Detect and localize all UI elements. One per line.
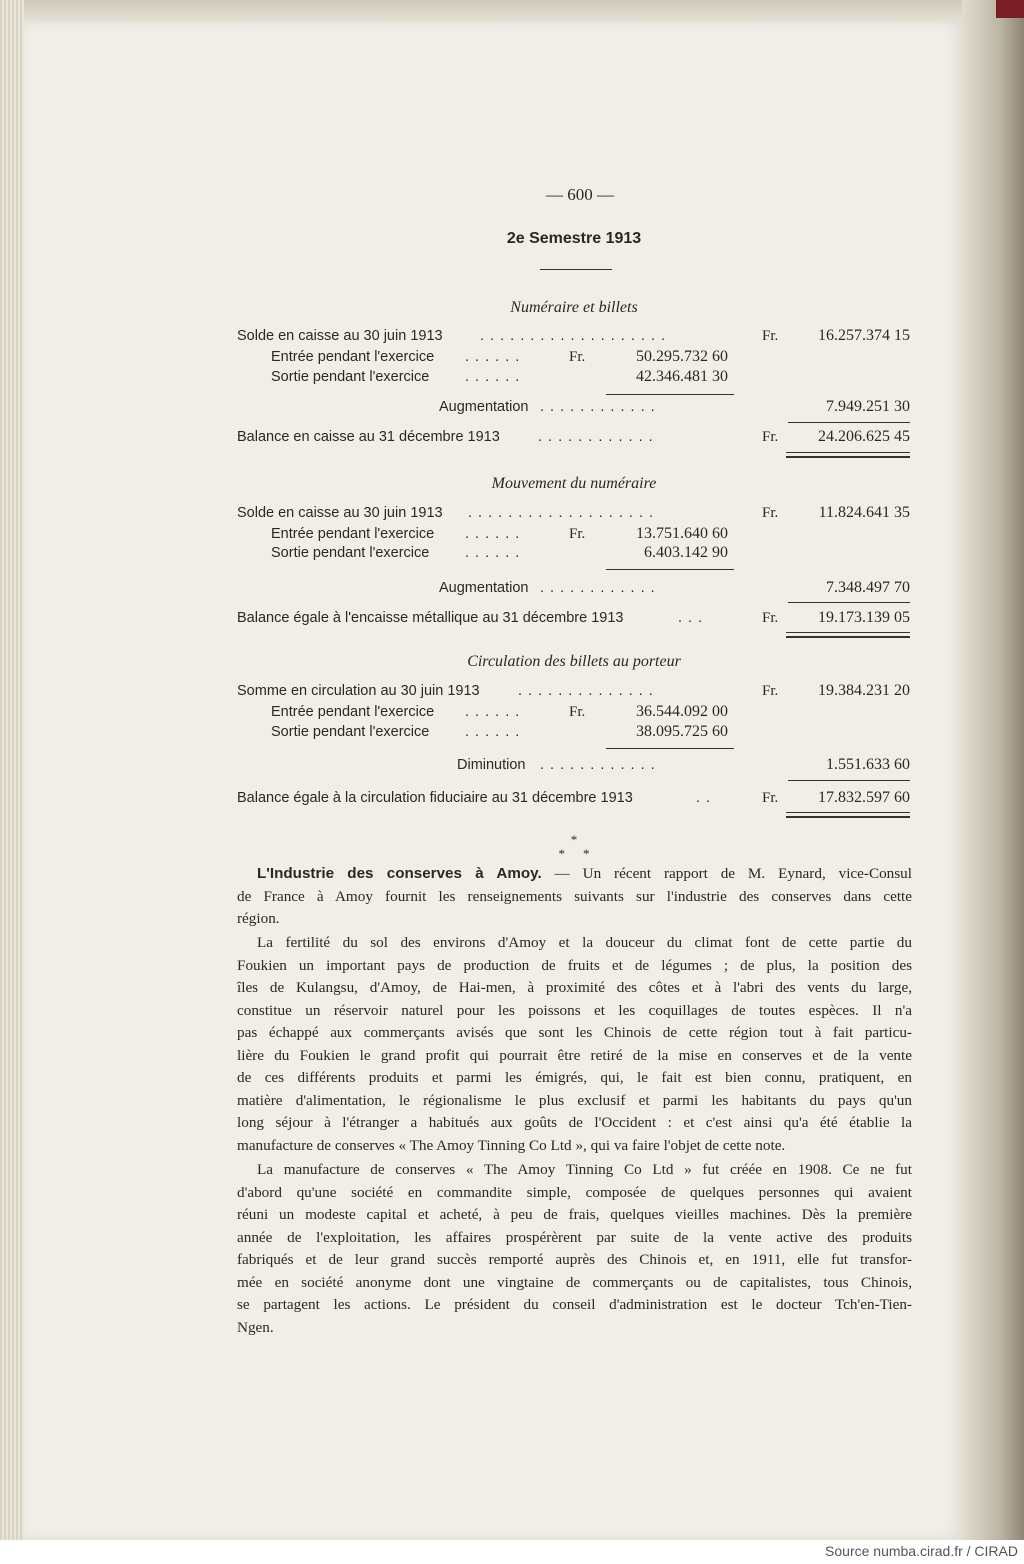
- title-underline: [540, 269, 612, 270]
- text-line: matière d'alimentation, le régionalisme le plus exclusif et parmi les habitants du pays qu'un: [237, 1091, 912, 1109]
- article-title: L'Industrie des conserves à Amoy.: [257, 865, 542, 882]
- text-line: fabriqués et de leur grand succès remporté auprès des Chinois et, en 1911, elle fut transfor-: [237, 1251, 912, 1268]
- text-line: Foukien un important pays de production de fruits et de légumes ; de plus, la position des: [237, 956, 912, 974]
- text-line: constitue un réservoir naturel pour les poissons et les coquillages de toutes espèces. Il n'a: [237, 1001, 912, 1019]
- semester-title: 2e Semestre 1913: [506, 230, 642, 247]
- leader-dots: . . . . . . . . . . . . . . . . . . .: [480, 328, 667, 344]
- opening-currency: Fr.: [762, 505, 779, 521]
- balance-value: 17.832.597 60: [818, 789, 910, 806]
- entry-currency: Fr.: [569, 704, 586, 720]
- text-line: pas échappé aux commerçants avisés que sont les Chinois de cette région tout à fait particu-: [237, 1024, 912, 1041]
- change-label: Diminution: [457, 757, 526, 773]
- text-line: L'Industrie des conserves à Amoy. — Un récent rapport de M. Eynard, vice-Consul: [257, 865, 913, 882]
- section-title-circulation: Circulation des billets au porteur: [467, 653, 681, 670]
- text-line: La manufacture de conserves « The Amoy Tinning Co Ltd » fut créée en 1908. Ce ne fut: [257, 1161, 912, 1178]
- entry-value: 13.751.640 60: [636, 525, 728, 542]
- total-rule: [788, 422, 910, 423]
- balance-double-rule: [786, 632, 910, 638]
- balance-label: Balance égale à l'encaisse métallique au 31 décembre 1913: [237, 610, 624, 626]
- opening-value: 19.384.231 20: [818, 682, 910, 699]
- opening-label: Solde en caisse au 30 juin 1913: [237, 505, 443, 521]
- opening-label: Somme en circulation au 30 juin 1913: [237, 683, 480, 699]
- opening-currency: Fr.: [762, 328, 779, 344]
- balance-currency: Fr.: [762, 429, 779, 445]
- entry-value: 36.544.092 00: [636, 703, 728, 720]
- entry-label: Entrée pendant l'exercice: [271, 526, 435, 542]
- opening-label: Solde en caisse au 30 juin 1913: [237, 328, 443, 344]
- leader-dots: . . . . . . . . . . . .: [540, 580, 656, 596]
- leader-dots: . . . . . . . . . . . .: [538, 429, 654, 445]
- article-paragraph-2: [237, 932, 912, 1157]
- opening-value: 16.257.374 15: [818, 327, 910, 344]
- text-line: manufacture de conserves « The Amoy Tinning Co Ltd », qui va faire l'objet de cette note.: [237, 1136, 786, 1154]
- balance-double-rule: [786, 452, 910, 458]
- exit-label: Sortie pendant l'exercice: [271, 545, 430, 561]
- text-line: de France à Amoy fournit les renseignements suivants sur l'industrie des conserves dans cette: [237, 887, 912, 905]
- balance-label: Balance en caisse au 31 décembre 1913: [237, 429, 500, 445]
- article-paragraph-1: [237, 863, 912, 931]
- opening-currency: Fr.: [762, 683, 779, 699]
- section-title-numeraire: Numéraire et billets: [510, 299, 638, 316]
- balance-label: Balance égale à la circulation fiduciaire au 31 décembre 1913: [237, 790, 633, 806]
- text-line: La fertilité du sol des environs d'Amoy et la douceur du climat font de cette partie du: [257, 934, 912, 951]
- text-line: de ces différents produits et parmi les émigrés, qui, le fait est bien connu, pratiquent, en: [237, 1069, 912, 1086]
- subtotal-rule: [606, 748, 734, 749]
- total-rule: [788, 602, 910, 603]
- book-top-edge: [0, 0, 1024, 22]
- exit-label: Sortie pendant l'exercice: [271, 724, 430, 740]
- text-line: réuni un modeste capital et acheté, à peu de frais, quelques vieilles machines. Dès la première: [237, 1206, 912, 1223]
- leader-dots: . . . . . .: [465, 704, 521, 720]
- leader-dots: . .: [696, 790, 712, 806]
- balance-value: 19.173.139 05: [818, 609, 910, 626]
- leader-dots: . . . . . .: [465, 545, 521, 561]
- leader-dots: . . .: [678, 610, 704, 626]
- leader-dots: . . . . . . . . . . . . . . . . . . .: [468, 505, 655, 521]
- asterism-bottom: **: [558, 846, 608, 861]
- subtotal-rule: [606, 394, 734, 395]
- leader-dots: . . . . . .: [465, 526, 521, 542]
- balance-currency: Fr.: [762, 790, 779, 806]
- change-label: Augmentation: [439, 399, 529, 415]
- entry-value: 50.295.732 60: [636, 348, 728, 365]
- leader-dots: . . . . . .: [465, 349, 521, 365]
- entry-label: Entrée pendant l'exercice: [271, 349, 435, 365]
- binding-ribbon: [996, 0, 1024, 18]
- change-label: Augmentation: [439, 580, 529, 596]
- subtotal-rule: [606, 569, 734, 570]
- opening-value: 11.824.641 35: [818, 504, 910, 521]
- balance-value: 24.206.625 45: [818, 428, 910, 445]
- source-credit: Source numba.cirad.fr / CIRAD: [825, 1543, 1018, 1559]
- exit-value: 42.346.481 30: [636, 368, 728, 385]
- article-paragraph-3: [237, 1159, 912, 1339]
- change-value: 1.551.633 60: [826, 756, 910, 773]
- change-value: 7.949.251 30: [826, 398, 910, 415]
- balance-double-rule: [786, 812, 910, 818]
- page-number: — 600 —: [546, 185, 614, 204]
- text-line: année de l'exploitation, les affaires prospérèrent par suite de la vente active des produits: [237, 1228, 912, 1246]
- section-title-mouvement: Mouvement du numéraire: [491, 475, 657, 492]
- exit-label: Sortie pendant l'exercice: [271, 369, 430, 385]
- leader-dots: . . . . . . . . . . . .: [540, 757, 656, 773]
- text-line: se partagent les actions. Le président du conseil d'administration est le docteur Tch'en-Tien-: [237, 1296, 912, 1313]
- text-line: mée en société anonyme dont une vingtaine de commerçants ou de capitalistes, tous Chinois,: [237, 1273, 912, 1291]
- leader-dots: . . . . . . . . . . . . . .: [518, 683, 654, 699]
- text-line: îles de Kulangsu, d'Amoy, de Hai-men, à proximité des côtes et à l'abri des vents du large,: [237, 979, 912, 996]
- entry-label: Entrée pendant l'exercice: [271, 704, 435, 720]
- text-line: Ngen.: [237, 1318, 274, 1336]
- text-line: d'abord qu'une société en commandite simple, composée de quelques personnes qui avaient: [237, 1183, 912, 1201]
- asterism-top: *: [570, 832, 578, 847]
- entry-currency: Fr.: [569, 349, 586, 365]
- leader-dots: . . . . . . . . . . . .: [540, 399, 656, 415]
- total-rule: [788, 780, 910, 781]
- balance-currency: Fr.: [762, 610, 779, 626]
- change-value: 7.348.497 70: [826, 579, 910, 596]
- text-line: région.: [237, 910, 280, 927]
- exit-value: 38.095.725 60: [636, 723, 728, 740]
- exit-value: 6.403.142 90: [644, 544, 728, 561]
- leader-dots: . . . . . .: [465, 369, 521, 385]
- entry-currency: Fr.: [569, 526, 586, 542]
- leader-dots: . . . . . .: [465, 724, 521, 740]
- text-line: lière du Foukien le grand profit qui pourrait être retiré de la mise en conserves et de la vente: [237, 1046, 912, 1064]
- text-line: long séjour à l'étranger a habitués aux goûts de l'Occident : et c'est ainsi qu'a été établie la: [237, 1114, 912, 1131]
